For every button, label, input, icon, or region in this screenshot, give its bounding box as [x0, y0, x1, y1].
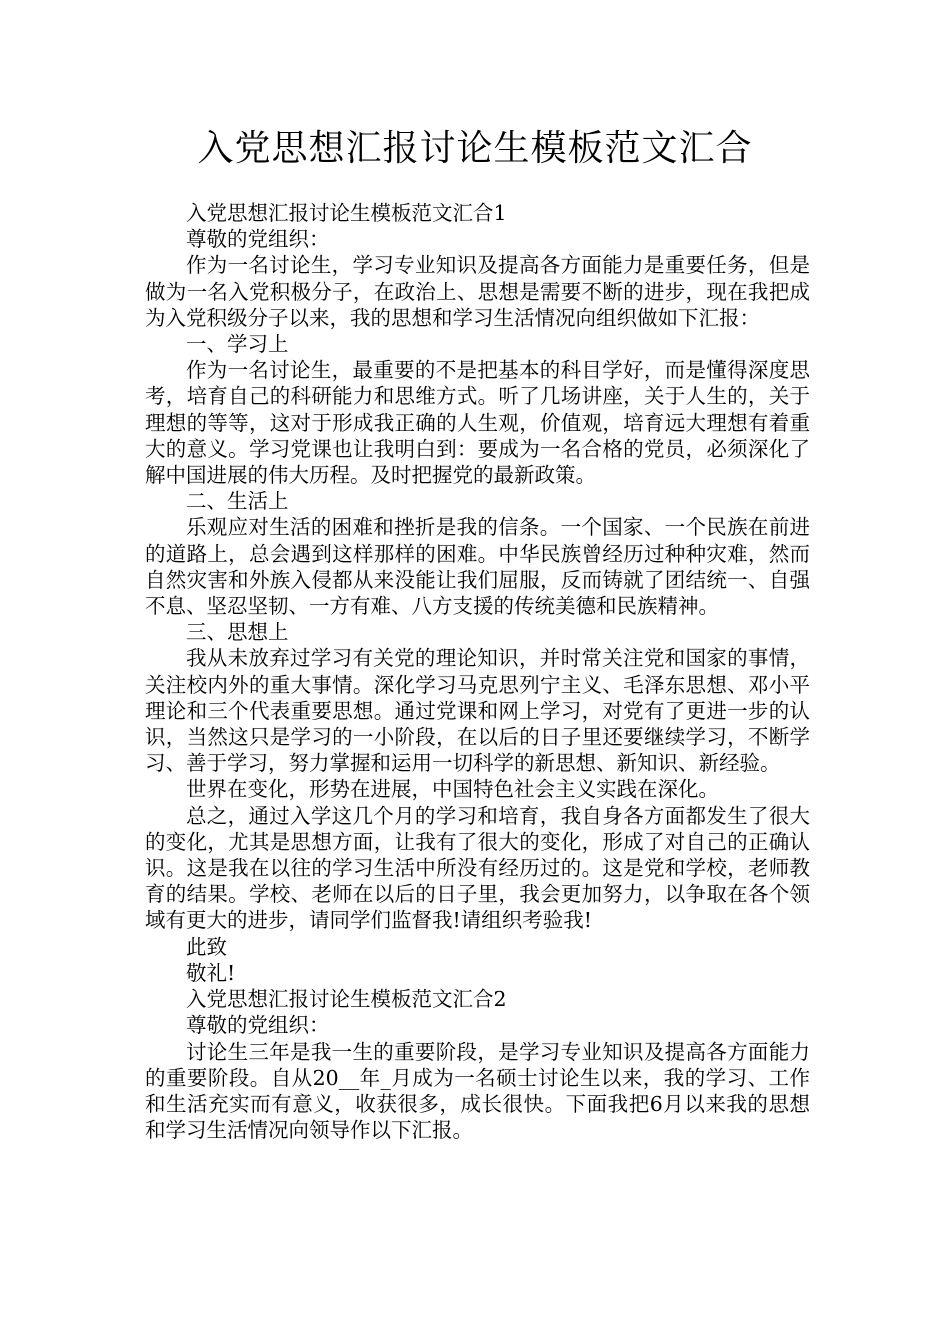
subheading-thought: 三、思想上 — [186, 620, 289, 645]
closing-jingli: 敬礼! — [186, 960, 236, 985]
subheading-study: 一、学习上 — [186, 332, 289, 357]
paragraph-study: 作为一名讨论生，最重要的不是把基本的科目学好，而是懂得深度思考，培育自己的科研能力和思维方式。听了几场讲座，关于人生的，关于理想的等等，这对于形成我正确的人生观，价值观，培育远大理想有着重大的意义。学习党课也让我明白到：要成为一名合格的党员，必须深化了解中国进展的伟大历程。及时把握党的最新政策。 — [145, 358, 810, 488]
paragraph-summary: 总之，通过入学这几个月的学习和培育，我自身各方面都发生了很大的变化，尤其是思想方面，让我有了很大的变化，形成了对自己的正确认识。这是我在以往的学习生活中所没有经历过的。这是党和学校，老师教育的结果。学校、老师在以后的日子里，我会更加努力，以争取在各个领域有更大的进步，请同学们监督我!请组织考验我! — [145, 803, 810, 933]
section-heading-1: 入党思想汇报讨论生模板范文汇合1 — [186, 201, 507, 225]
paragraph-intro: 作为一名讨论生，学习专业知识及提高各方面能力是重要任务，但是做为一名入党积极分子，在政治上、思想是需要不断的进步，现在我把成为入党积级分子以来，我的思想和学习生活情况向组织做如下汇报： — [145, 253, 810, 330]
salutation: 尊敬的党组织： — [186, 227, 330, 252]
document-title: 入党思想汇报讨论生模板范文汇合 — [197, 128, 753, 169]
paragraph-life: 乐观应对生活的困难和挫折是我的信条。一个国家、一个民族在前进的道路上，总会遇到这样那样的困难。中华民族曾经历过种种灾难，然而自然灾害和外族入侵都从来没能让我们屈服，反而铸就了团结统一、自强不息、坚忍坚韧、一方有难、八方支援的传统美德和民族精神。 — [145, 515, 810, 619]
section-heading-2: 入党思想汇报讨论生模板范文汇合2 — [186, 987, 507, 1012]
subheading-life: 二、生活上 — [186, 489, 289, 514]
salutation-2: 尊敬的党组织： — [186, 1013, 330, 1038]
paragraph-intro-2: 讨论生三年是我一生的重要阶段，是学习专业知识及提高各方面能力的重要阶段。自从20__年_月成为一名硕士讨论生以来，我的学习、工作和生活充实而有意义，收获很多，成长很快。下面我把6月以来我的思想和学习生活情况向领导作以下汇报。 — [145, 1039, 810, 1143]
closing-cizhi: 此致 — [186, 934, 227, 959]
document-body — [145, 200, 810, 1143]
paragraph-thought: 我从未放弃过学习有关党的理论知识，并时常关注党和国家的事情，关注校内外的重大事情。深化学习马克思列宁主义、毛泽东思想、邓小平理论和三个代表重要思想。通过党课和网上学习，对党有了更进一步的认识，当然这只是学习的一小阶段，在以后的日子里还要继续学习，不断学习、善于学习，努力掌握和运用一切科学的新思想、新知识、新经验。 — [145, 646, 810, 776]
paragraph-world: 世界在变化，形势在进展，中国特色社会主义实践在深化。 — [186, 777, 719, 802]
